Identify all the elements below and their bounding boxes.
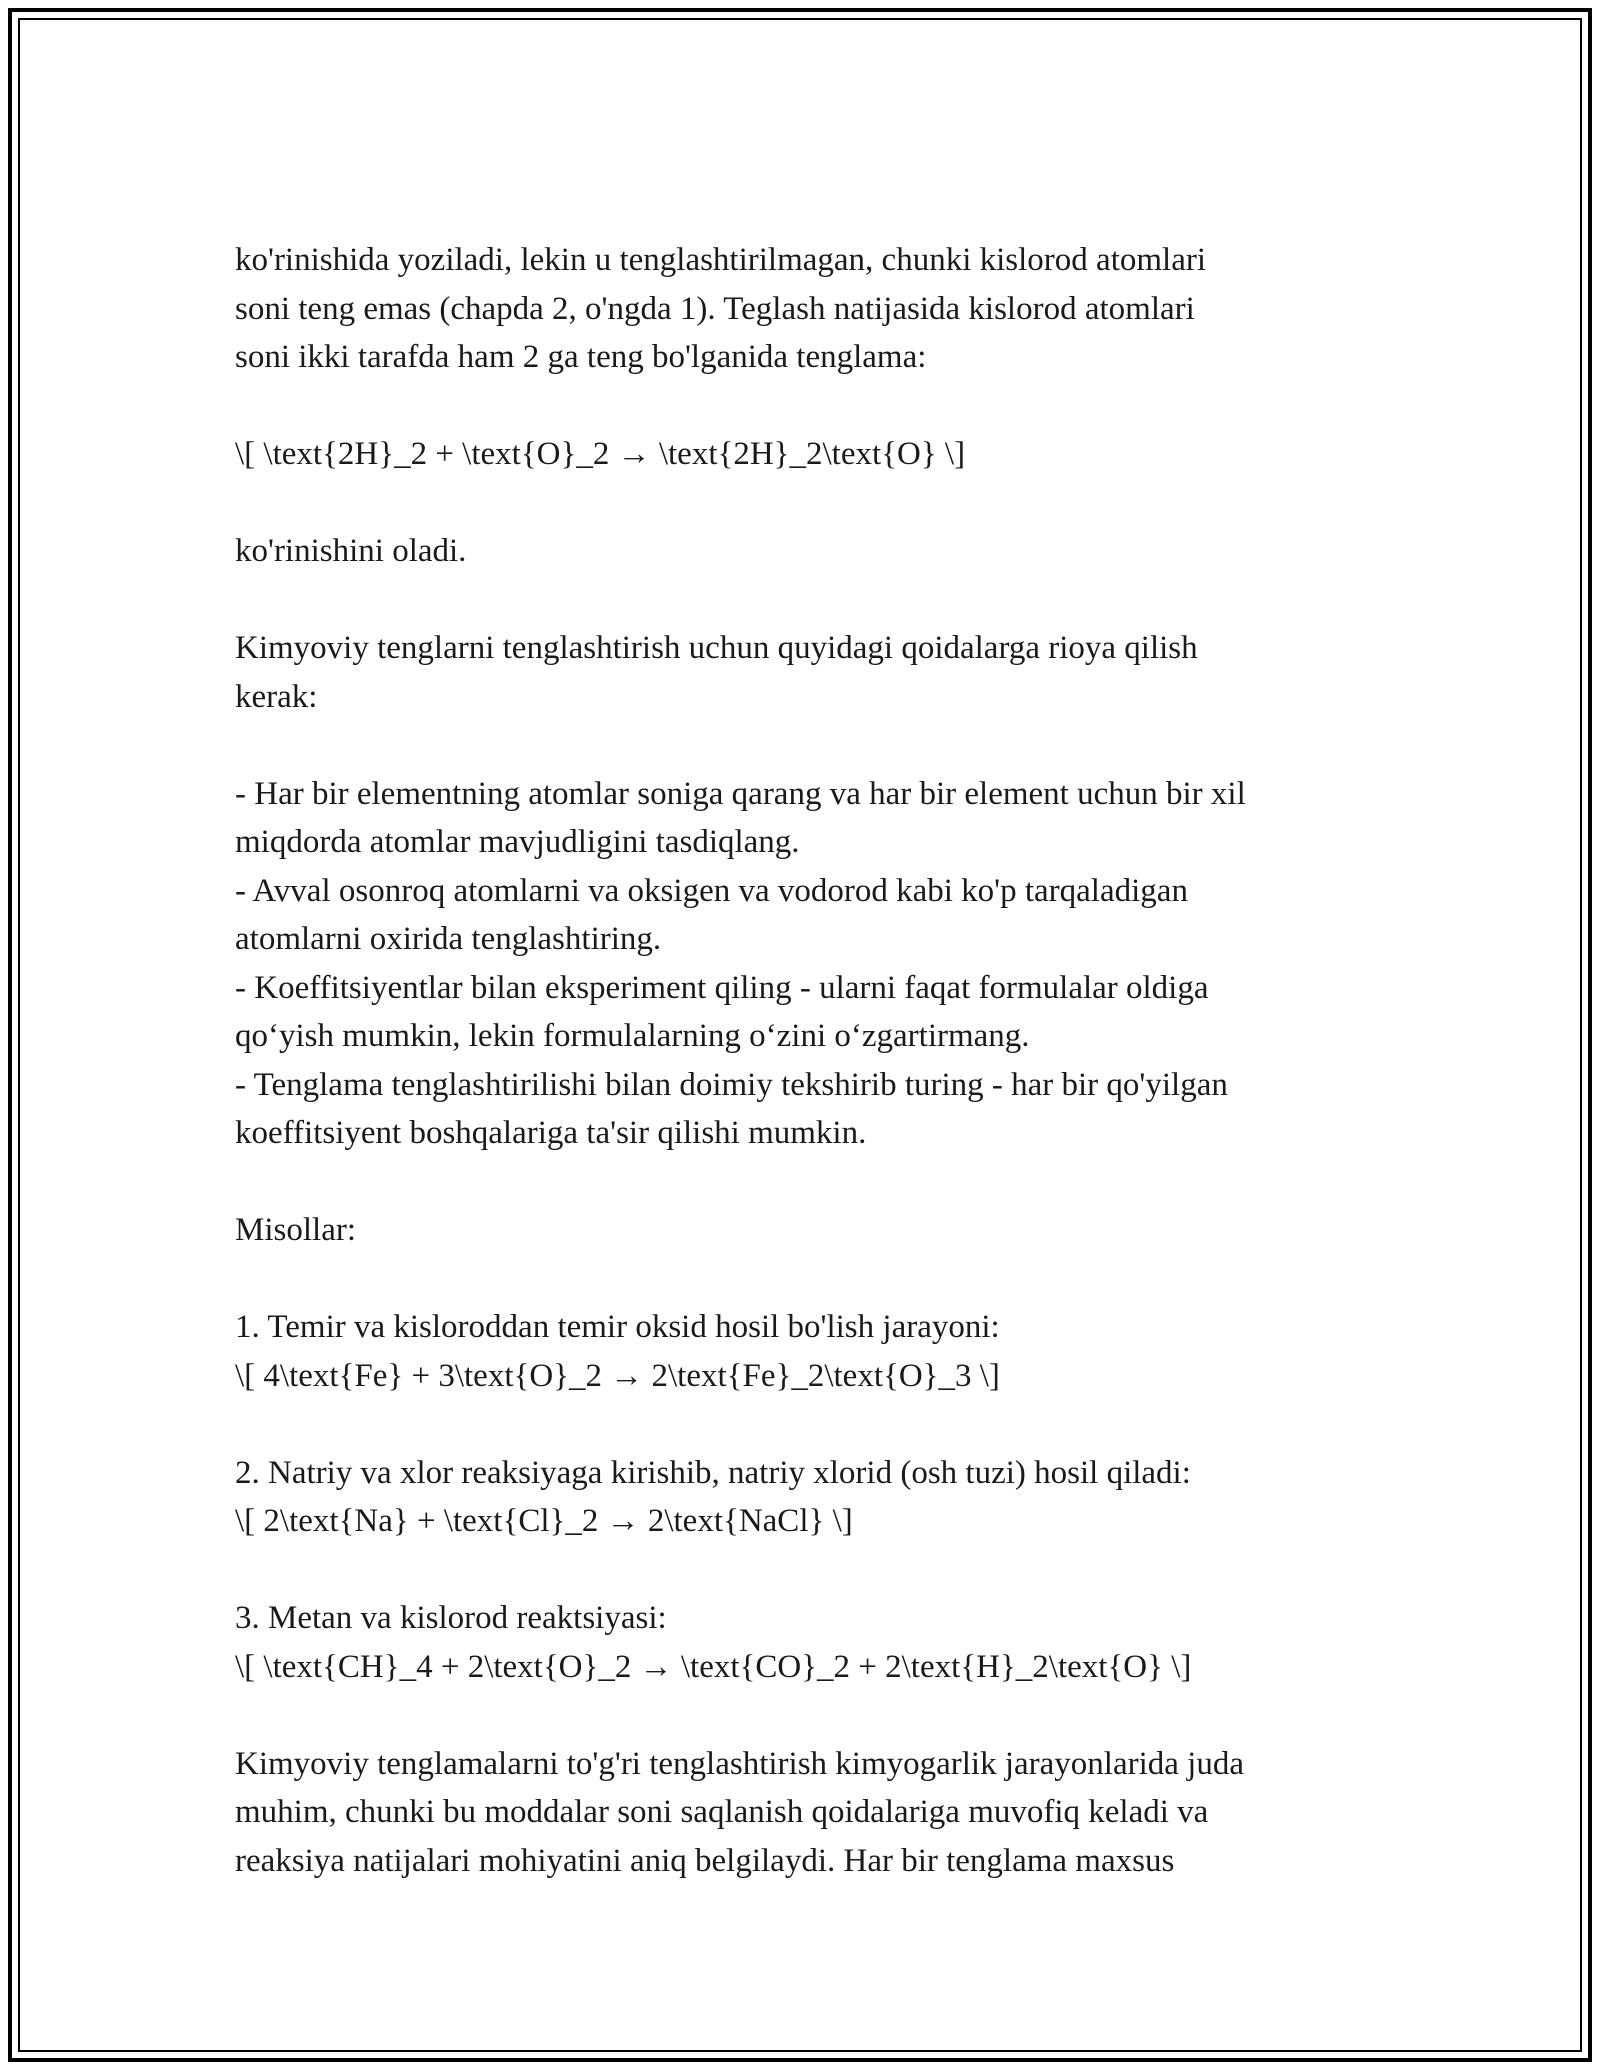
text-line: Kimyoviy tenglarni tenglashtirish uchun quyidagi qoidalarga rioya qilish xyxy=(235,630,1198,666)
text-line: soni teng emas (chapda 2, o'ngda 1). Teglash natijasida kislorod atomlari xyxy=(235,290,1195,327)
blank-line xyxy=(235,1400,1385,1449)
text-line: \[ \text{2H}_2 + \text{O}_2 → \text{2H}_2\text{O} \] xyxy=(235,436,966,472)
text-line: - Tenglama tenglashtirilishi bilan doimiy tekshirib turing - har bir qo'yilgan xyxy=(235,1066,1228,1103)
text-line: 2. Natriy va xlor reaksiyaga kirishib, natriy xlorid (osh tuzi) hosil qiladi: xyxy=(235,1454,1191,1491)
blank-line xyxy=(235,1255,1385,1304)
text-line: Misollar: xyxy=(235,1212,356,1248)
text-line: \[ 4\text{Fe} + 3\text{O}_2 → 2\text{Fe}_2\text{O}_3 \] xyxy=(235,1357,1000,1394)
blank-line xyxy=(235,1691,1385,1740)
text-line: ko'rinishida yoziladi, lekin u tenglashtirilmagan, chunki kislorod atomlari xyxy=(235,242,1207,278)
text-line: miqdorda atomlar mavjudligini tasdiqlang. xyxy=(235,824,800,860)
text-line: \[ 2\text{Na} + \text{Cl}_2 → 2\text{NaCl} \] xyxy=(235,1503,853,1539)
text-line: - Har bir elementning atomlar soniga qarang va har bir element uchun bir xil xyxy=(235,775,1246,812)
blank-line xyxy=(235,1546,1385,1595)
document-body xyxy=(235,236,1385,1885)
text-line: muhim, chunki bu moddalar soni saqlanish qoidalariga muvofiq keladi va xyxy=(235,1794,1209,1830)
text-line: Kimyoviy tenglamalarni to'g'ri tenglashtirish kimyogarlik jarayonlarida juda xyxy=(235,1745,1244,1782)
blank-line xyxy=(235,382,1385,431)
blank-line xyxy=(235,479,1385,528)
text-line: - Avval osonroq atomlarni va oksigen va vodorod kabi ko'p tarqaladigan xyxy=(235,872,1188,909)
text-line: reaksiya natijalari mohiyatini aniq belgilaydi. Har bir tenglama maxsus xyxy=(235,1842,1175,1879)
text-line: qo‘yish mumkin, lekin formulalarning o‘zini o‘zgartirmang. xyxy=(235,1018,1030,1054)
text-line: 1. Temir va kisloroddan temir oksid hosil bo'lish jarayoni: xyxy=(235,1309,1000,1345)
text-line: \[ \text{CH}_4 + 2\text{O}_2 → \text{CO}_2 + 2\text{H}_2\text{O} \] xyxy=(235,1648,1192,1685)
text-line: kerak: xyxy=(235,678,318,715)
text-line: ko'rinishini oladi. xyxy=(235,533,467,569)
text-line: 3. Metan va kislorod reaktsiyasi: xyxy=(235,1600,667,1636)
text-line: atomlarni oxirida tenglashtiring. xyxy=(235,921,662,957)
text-line: soni ikki tarafda ham 2 ga teng bo'lganida tenglama: xyxy=(235,339,927,375)
blank-line xyxy=(235,576,1385,625)
text-line: koeffitsiyent boshqalariga ta'sir qilishi mumkin. xyxy=(235,1115,867,1151)
text-line: - Koeffitsiyentlar bilan eksperiment qiling - ularni faqat formulalar oldiga xyxy=(235,969,1209,1006)
blank-line xyxy=(235,1158,1385,1207)
blank-line xyxy=(235,721,1385,770)
